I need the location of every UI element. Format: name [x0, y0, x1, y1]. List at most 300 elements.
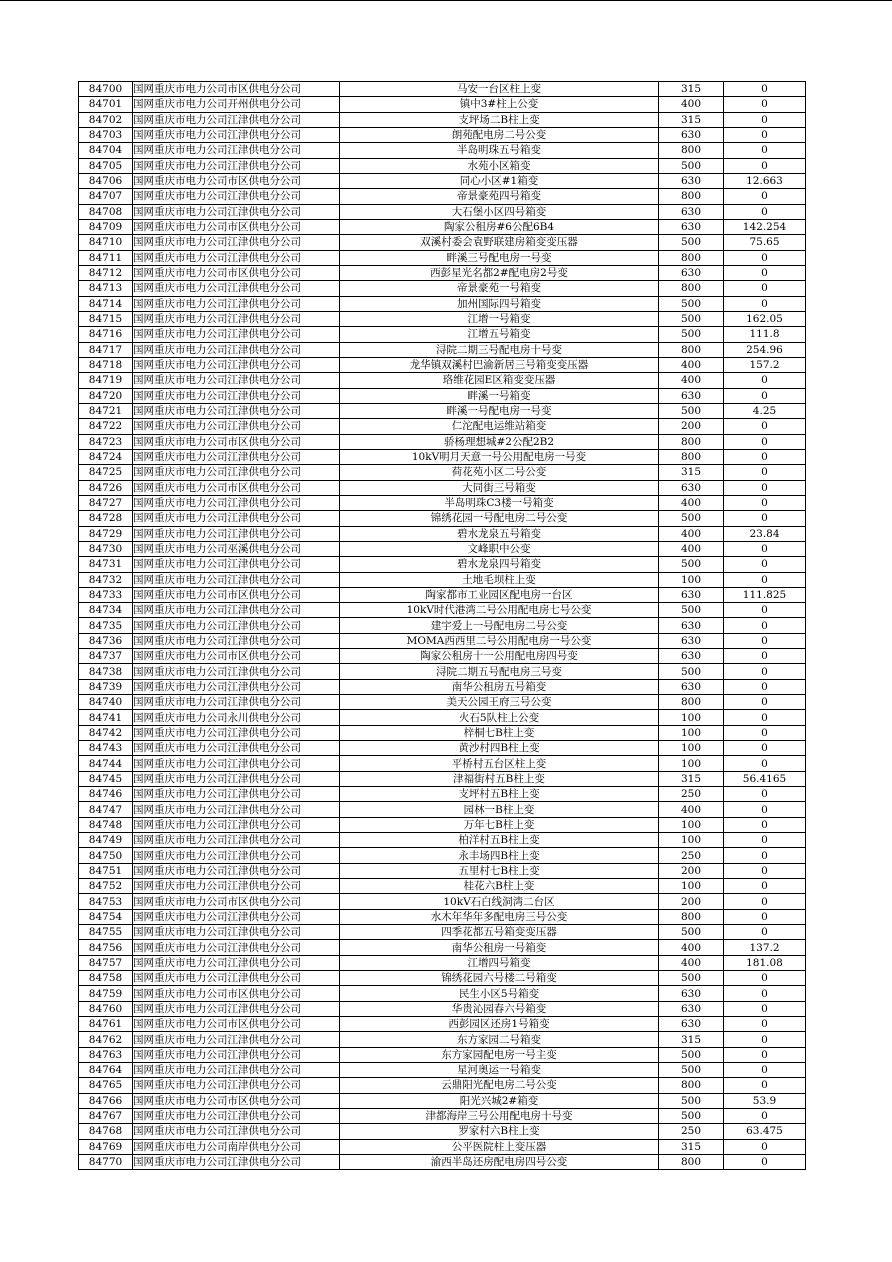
- capacity-cell: 100: [659, 725, 724, 740]
- table-row: [79, 511, 806, 526]
- value-cell: 0: [724, 603, 806, 618]
- value-cell: 0: [724, 848, 806, 863]
- row-id-cell: 84722: [79, 419, 133, 434]
- company-cell: 国网重庆市电力公司江津供电分公司: [133, 955, 340, 970]
- value-cell: 0: [724, 419, 806, 434]
- company-cell: 国网重庆市电力公司江津供电分公司: [133, 771, 340, 786]
- company-cell: 国网重庆市电力公司江津供电分公司: [133, 817, 340, 832]
- table-row: [79, 741, 806, 756]
- company-cell: 国网重庆市电力公司南岸供电分公司: [133, 1139, 340, 1154]
- capacity-cell: 200: [659, 419, 724, 434]
- capacity-cell: 800: [659, 434, 724, 449]
- company-cell: 国网重庆市电力公司市区供电分公司: [133, 649, 340, 664]
- value-cell: 142.254: [724, 219, 806, 234]
- station-name-cell: 西彭园区还房1号箱变: [340, 1017, 659, 1032]
- station-name-cell: 水木年华年多配电房三号公变: [340, 909, 659, 924]
- table-row: [79, 112, 806, 127]
- station-name-cell: 同心小区#1箱变: [340, 173, 659, 188]
- table-row: [79, 158, 806, 173]
- row-id-cell: 84721: [79, 403, 133, 418]
- value-cell: 0: [724, 741, 806, 756]
- value-cell: 0: [724, 373, 806, 388]
- company-cell: 国网重庆市电力公司江津供电分公司: [133, 1047, 340, 1062]
- transformer-table: [78, 81, 806, 1170]
- company-cell: 国网重庆市电力公司江津供电分公司: [133, 235, 340, 250]
- company-cell: 国网重庆市电力公司江津供电分公司: [133, 526, 340, 541]
- station-name-cell: 公平医院柱上变压器: [340, 1139, 659, 1154]
- capacity-cell: 630: [659, 649, 724, 664]
- company-cell: 国网重庆市电力公司江津供电分公司: [133, 802, 340, 817]
- company-cell: 国网重庆市电力公司江津供电分公司: [133, 204, 340, 219]
- value-cell: 0: [724, 1154, 806, 1169]
- station-name-cell: 美天公园王府三号公变: [340, 695, 659, 710]
- table-row: [79, 848, 806, 863]
- company-cell: 国网重庆市电力公司江津供电分公司: [133, 1108, 340, 1123]
- capacity-cell: 315: [659, 771, 724, 786]
- table-row: [79, 909, 806, 924]
- row-id-cell: 84719: [79, 373, 133, 388]
- station-name-cell: 梓桐七B柱上变: [340, 725, 659, 740]
- value-cell: 0: [724, 894, 806, 909]
- capacity-cell: 100: [659, 572, 724, 587]
- table-row: [79, 1078, 806, 1093]
- value-cell: 0: [724, 1078, 806, 1093]
- row-id-cell: 84755: [79, 925, 133, 940]
- row-id-cell: 84745: [79, 771, 133, 786]
- value-cell: 0: [724, 1001, 806, 1016]
- station-name-cell: 半岛明珠C3楼一号箱变: [340, 495, 659, 510]
- value-cell: 0: [724, 833, 806, 848]
- row-id-cell: 84700: [79, 82, 133, 97]
- station-name-cell: 华贵沁园春六号箱变: [340, 1001, 659, 1016]
- station-name-cell: 骄杨理想城#2公配2B2: [340, 434, 659, 449]
- company-cell: 国网重庆市电力公司永川供电分公司: [133, 710, 340, 725]
- company-cell: 国网重庆市电力公司江津供电分公司: [133, 342, 340, 357]
- row-id-cell: 84746: [79, 787, 133, 802]
- table-row: [79, 250, 806, 265]
- company-cell: 国网重庆市电力公司江津供电分公司: [133, 388, 340, 403]
- station-name-cell: 万年七B柱上变: [340, 817, 659, 832]
- table-row: [79, 281, 806, 296]
- company-cell: 国网重庆市电力公司江津供电分公司: [133, 311, 340, 326]
- value-cell: 0: [724, 480, 806, 495]
- table-row: [79, 495, 806, 510]
- value-cell: 0: [724, 695, 806, 710]
- table-row: [79, 526, 806, 541]
- capacity-cell: 800: [659, 189, 724, 204]
- company-cell: 国网重庆市电力公司市区供电分公司: [133, 82, 340, 97]
- value-cell: 0: [724, 557, 806, 572]
- row-id-cell: 84749: [79, 833, 133, 848]
- station-name-cell: 10kV石白线洞湾二台区: [340, 894, 659, 909]
- station-name-cell: 朗苑配电房二号公变: [340, 127, 659, 142]
- capacity-cell: 500: [659, 603, 724, 618]
- capacity-cell: 500: [659, 235, 724, 250]
- value-cell: 0: [724, 541, 806, 556]
- row-id-cell: 84720: [79, 388, 133, 403]
- capacity-cell: 250: [659, 787, 724, 802]
- row-id-cell: 84713: [79, 281, 133, 296]
- company-cell: 国网重庆市电力公司江津供电分公司: [133, 1063, 340, 1078]
- value-cell: 0: [724, 971, 806, 986]
- value-cell: 0: [724, 388, 806, 403]
- station-name-cell: 星河奥运一号箱变: [340, 1063, 659, 1078]
- capacity-cell: 100: [659, 710, 724, 725]
- row-id-cell: 84710: [79, 235, 133, 250]
- value-cell: 0: [724, 787, 806, 802]
- table-row: [79, 695, 806, 710]
- station-name-cell: 帝景豪苑一号箱变: [340, 281, 659, 296]
- row-id-cell: 84718: [79, 357, 133, 372]
- company-cell: 国网重庆市电力公司市区供电分公司: [133, 219, 340, 234]
- table-row: [79, 189, 806, 204]
- capacity-cell: 100: [659, 817, 724, 832]
- row-id-cell: 84768: [79, 1124, 133, 1139]
- value-cell: 0: [724, 143, 806, 158]
- table-row: [79, 679, 806, 694]
- row-id-cell: 84753: [79, 894, 133, 909]
- company-cell: 国网重庆市电力公司江津供电分公司: [133, 327, 340, 342]
- row-id-cell: 84706: [79, 173, 133, 188]
- row-id-cell: 84715: [79, 311, 133, 326]
- value-cell: 111.8: [724, 327, 806, 342]
- capacity-cell: 400: [659, 541, 724, 556]
- table-row: [79, 204, 806, 219]
- company-cell: 国网重庆市电力公司江津供电分公司: [133, 572, 340, 587]
- capacity-cell: 500: [659, 327, 724, 342]
- capacity-cell: 400: [659, 955, 724, 970]
- table-row: [79, 1124, 806, 1139]
- company-cell: 国网重庆市电力公司市区供电分公司: [133, 986, 340, 1001]
- row-id-cell: 84704: [79, 143, 133, 158]
- capacity-cell: 630: [659, 204, 724, 219]
- table-row: [79, 557, 806, 572]
- table-row: [79, 725, 806, 740]
- capacity-cell: 630: [659, 587, 724, 602]
- table-row: [79, 327, 806, 342]
- company-cell: 国网重庆市电力公司江津供电分公司: [133, 357, 340, 372]
- table-row: [79, 342, 806, 357]
- capacity-cell: 315: [659, 82, 724, 97]
- table-row: [79, 833, 806, 848]
- row-id-cell: 84756: [79, 940, 133, 955]
- capacity-cell: 500: [659, 1047, 724, 1062]
- capacity-cell: 630: [659, 388, 724, 403]
- value-cell: 0: [724, 465, 806, 480]
- company-cell: 国网重庆市电力公司江津供电分公司: [133, 127, 340, 142]
- company-cell: 国网重庆市电力公司江津供电分公司: [133, 296, 340, 311]
- row-id-cell: 84730: [79, 541, 133, 556]
- table-row: [79, 1093, 806, 1108]
- table-row: [79, 664, 806, 679]
- company-cell: 国网重庆市电力公司江津供电分公司: [133, 1124, 340, 1139]
- page-top-rule: [0, 0, 892, 1]
- row-id-cell: 84762: [79, 1032, 133, 1047]
- company-cell: 国网重庆市电力公司江津供电分公司: [133, 419, 340, 434]
- company-cell: 国网重庆市电力公司江津供电分公司: [133, 1078, 340, 1093]
- capacity-cell: 400: [659, 526, 724, 541]
- company-cell: 国网重庆市电力公司江津供电分公司: [133, 373, 340, 388]
- row-id-cell: 84739: [79, 679, 133, 694]
- row-id-cell: 84703: [79, 127, 133, 142]
- capacity-cell: 500: [659, 1093, 724, 1108]
- table-row: [79, 771, 806, 786]
- table-row: [79, 1032, 806, 1047]
- company-cell: 国网重庆市电力公司江津供电分公司: [133, 603, 340, 618]
- company-cell: 国网重庆市电力公司江津供电分公司: [133, 1032, 340, 1047]
- table-row: [79, 219, 806, 234]
- row-id-cell: 84733: [79, 587, 133, 602]
- capacity-cell: 100: [659, 833, 724, 848]
- company-cell: 国网重庆市电力公司巫溪供电分公司: [133, 541, 340, 556]
- capacity-cell: 200: [659, 894, 724, 909]
- company-cell: 国网重庆市电力公司江津供电分公司: [133, 879, 340, 894]
- table-body: [79, 82, 806, 1170]
- table-row: [79, 173, 806, 188]
- capacity-cell: 800: [659, 281, 724, 296]
- row-id-cell: 84742: [79, 725, 133, 740]
- capacity-cell: 630: [659, 679, 724, 694]
- row-id-cell: 84752: [79, 879, 133, 894]
- station-name-cell: 帝景豪苑四号箱变: [340, 189, 659, 204]
- capacity-cell: 800: [659, 250, 724, 265]
- row-id-cell: 84714: [79, 296, 133, 311]
- company-cell: 国网重庆市电力公司江津供电分公司: [133, 281, 340, 296]
- row-id-cell: 84764: [79, 1063, 133, 1078]
- value-cell: 0: [724, 633, 806, 648]
- station-name-cell: 陶家公租房十一公用配电房四号变: [340, 649, 659, 664]
- station-name-cell: 火石5队柱上公变: [340, 710, 659, 725]
- capacity-cell: 630: [659, 1001, 724, 1016]
- table-row: [79, 971, 806, 986]
- station-name-cell: 陶家都市工业园区配电房一台区: [340, 587, 659, 602]
- row-id-cell: 84723: [79, 434, 133, 449]
- row-id-cell: 84705: [79, 158, 133, 173]
- row-id-cell: 84716: [79, 327, 133, 342]
- capacity-cell: 500: [659, 296, 724, 311]
- station-name-cell: 黄沙村四B柱上变: [340, 741, 659, 756]
- table-row: [79, 1001, 806, 1016]
- capacity-cell: 400: [659, 802, 724, 817]
- value-cell: 0: [724, 710, 806, 725]
- capacity-cell: 250: [659, 1124, 724, 1139]
- station-name-cell: 双溪村委会袁野联建房箱变变压器: [340, 235, 659, 250]
- table-row: [79, 817, 806, 832]
- row-id-cell: 84701: [79, 97, 133, 112]
- value-cell: 0: [724, 863, 806, 878]
- row-id-cell: 84728: [79, 511, 133, 526]
- capacity-cell: 500: [659, 158, 724, 173]
- value-cell: 0: [724, 250, 806, 265]
- capacity-cell: 630: [659, 986, 724, 1001]
- company-cell: 国网重庆市电力公司江津供电分公司: [133, 741, 340, 756]
- table-row: [79, 649, 806, 664]
- company-cell: 国网重庆市电力公司市区供电分公司: [133, 265, 340, 280]
- row-id-cell: 84738: [79, 664, 133, 679]
- station-name-cell: 珞维花园E区箱变变压器: [340, 373, 659, 388]
- value-cell: 4.25: [724, 403, 806, 418]
- station-name-cell: 畔溪一号配电房一号变: [340, 403, 659, 418]
- row-id-cell: 84769: [79, 1139, 133, 1154]
- capacity-cell: 800: [659, 143, 724, 158]
- capacity-cell: 400: [659, 495, 724, 510]
- capacity-cell: 400: [659, 940, 724, 955]
- capacity-cell: 400: [659, 357, 724, 372]
- row-id-cell: 84754: [79, 909, 133, 924]
- table-row: [79, 82, 806, 97]
- station-name-cell: 南华公租房五号箱变: [340, 679, 659, 694]
- company-cell: 国网重庆市电力公司江津供电分公司: [133, 250, 340, 265]
- table-row: [79, 787, 806, 802]
- station-name-cell: 锦绣花园六号楼二号箱变: [340, 971, 659, 986]
- table-row: [79, 986, 806, 1001]
- row-id-cell: 84731: [79, 557, 133, 572]
- company-cell: 国网重庆市电力公司江津供电分公司: [133, 557, 340, 572]
- company-cell: 国网重庆市电力公司江津供电分公司: [133, 189, 340, 204]
- company-cell: 国网重庆市电力公司市区供电分公司: [133, 894, 340, 909]
- value-cell: 63.475: [724, 1124, 806, 1139]
- row-id-cell: 84767: [79, 1108, 133, 1123]
- table-row: [79, 710, 806, 725]
- value-cell: 0: [724, 265, 806, 280]
- value-cell: 56.4165: [724, 771, 806, 786]
- row-id-cell: 84759: [79, 986, 133, 1001]
- company-cell: 国网重庆市电力公司市区供电分公司: [133, 434, 340, 449]
- station-name-cell: 南华公租房一号箱变: [340, 940, 659, 955]
- company-cell: 国网重庆市电力公司江津供电分公司: [133, 925, 340, 940]
- station-name-cell: 东方家园配电房一号主变: [340, 1047, 659, 1062]
- company-cell: 国网重庆市电力公司江津供电分公司: [133, 725, 340, 740]
- value-cell: 162.05: [724, 311, 806, 326]
- station-name-cell: 10kV时代港湾二号公用配电房七号公变: [340, 603, 659, 618]
- company-cell: 国网重庆市电力公司江津供电分公司: [133, 465, 340, 480]
- row-id-cell: 84751: [79, 863, 133, 878]
- table-row: [79, 235, 806, 250]
- station-name-cell: 马安一台区柱上变: [340, 82, 659, 97]
- station-name-cell: 江增一号箱变: [340, 311, 659, 326]
- table-row: [79, 1139, 806, 1154]
- company-cell: 国网重庆市电力公司江津供电分公司: [133, 695, 340, 710]
- value-cell: 0: [724, 281, 806, 296]
- value-cell: 0: [724, 1063, 806, 1078]
- value-cell: 0: [724, 802, 806, 817]
- capacity-cell: 800: [659, 449, 724, 464]
- capacity-cell: 100: [659, 756, 724, 771]
- station-name-cell: 10kV明月天意一号公用配电房一号变: [340, 449, 659, 464]
- station-name-cell: 碧水龙泉五号箱变: [340, 526, 659, 541]
- value-cell: 0: [724, 572, 806, 587]
- company-cell: 国网重庆市电力公司江津供电分公司: [133, 1001, 340, 1016]
- row-id-cell: 84707: [79, 189, 133, 204]
- capacity-cell: 500: [659, 311, 724, 326]
- row-id-cell: 84758: [79, 971, 133, 986]
- station-name-cell: 荷花苑小区二号公变: [340, 465, 659, 480]
- row-id-cell: 84750: [79, 848, 133, 863]
- table-row: [79, 618, 806, 633]
- row-id-cell: 84740: [79, 695, 133, 710]
- row-id-cell: 84734: [79, 603, 133, 618]
- company-cell: 国网重庆市电力公司市区供电分公司: [133, 1093, 340, 1108]
- value-cell: 157.2: [724, 357, 806, 372]
- table-row: [79, 633, 806, 648]
- table-row: [79, 419, 806, 434]
- row-id-cell: 84727: [79, 495, 133, 510]
- value-cell: 75.65: [724, 235, 806, 250]
- row-id-cell: 84735: [79, 618, 133, 633]
- row-id-cell: 84737: [79, 649, 133, 664]
- company-cell: 国网重庆市电力公司江津供电分公司: [133, 848, 340, 863]
- value-cell: 0: [724, 879, 806, 894]
- table-row: [79, 541, 806, 556]
- row-id-cell: 84741: [79, 710, 133, 725]
- company-cell: 国网重庆市电力公司江津供电分公司: [133, 449, 340, 464]
- value-cell: 0: [724, 434, 806, 449]
- row-id-cell: 84766: [79, 1093, 133, 1108]
- capacity-cell: 630: [659, 480, 724, 495]
- company-cell: 国网重庆市电力公司江津供电分公司: [133, 495, 340, 510]
- row-id-cell: 84748: [79, 817, 133, 832]
- station-name-cell: 支坪场二B柱上变: [340, 112, 659, 127]
- station-name-cell: 园林一B柱上变: [340, 802, 659, 817]
- value-cell: 23.84: [724, 526, 806, 541]
- capacity-cell: 630: [659, 265, 724, 280]
- value-cell: 53.9: [724, 1093, 806, 1108]
- value-cell: 254.96: [724, 342, 806, 357]
- row-id-cell: 84712: [79, 265, 133, 280]
- station-name-cell: 建宇爱上一号配电房二号公变: [340, 618, 659, 633]
- row-id-cell: 84763: [79, 1047, 133, 1062]
- capacity-cell: 800: [659, 909, 724, 924]
- company-cell: 国网重庆市电力公司江津供电分公司: [133, 679, 340, 694]
- capacity-cell: 500: [659, 511, 724, 526]
- capacity-cell: 400: [659, 97, 724, 112]
- capacity-cell: 630: [659, 1017, 724, 1032]
- station-name-cell: 陶家公租房#6公配6B4: [340, 219, 659, 234]
- table-row: [79, 1108, 806, 1123]
- company-cell: 国网重庆市电力公司江津供电分公司: [133, 1154, 340, 1169]
- table-row: [79, 403, 806, 418]
- value-cell: 0: [724, 1047, 806, 1062]
- company-cell: 国网重庆市电力公司江津供电分公司: [133, 143, 340, 158]
- value-cell: 0: [724, 649, 806, 664]
- station-name-cell: 浔院二期五号配电房三号变: [340, 664, 659, 679]
- table-row: [79, 1017, 806, 1032]
- value-cell: 0: [724, 204, 806, 219]
- table-row: [79, 894, 806, 909]
- station-name-cell: 四季花都五号箱变变压器: [340, 925, 659, 940]
- station-name-cell: 津都海岸三号公用配电房十号变: [340, 1108, 659, 1123]
- capacity-cell: 400: [659, 373, 724, 388]
- value-cell: 0: [724, 296, 806, 311]
- station-name-cell: 平桥村五台区柱上变: [340, 756, 659, 771]
- station-name-cell: 罗家村六B柱上变: [340, 1124, 659, 1139]
- value-cell: 137.2: [724, 940, 806, 955]
- value-cell: 0: [724, 97, 806, 112]
- table-row: [79, 925, 806, 940]
- station-name-cell: 镇中3#柱上公变: [340, 97, 659, 112]
- row-id-cell: 84760: [79, 1001, 133, 1016]
- station-name-cell: 龙华镇双溪村巴渝新居三号箱变变压器: [340, 357, 659, 372]
- value-cell: 0: [724, 495, 806, 510]
- company-cell: 国网重庆市电力公司江津供电分公司: [133, 909, 340, 924]
- station-name-cell: MOMA西西里二号公用配电房一号公变: [340, 633, 659, 648]
- row-id-cell: 84711: [79, 250, 133, 265]
- station-name-cell: 大石堡小区四号箱变: [340, 204, 659, 219]
- station-name-cell: 云鼎阳光配电房二号公变: [340, 1078, 659, 1093]
- row-id-cell: 84736: [79, 633, 133, 648]
- capacity-cell: 800: [659, 1154, 724, 1169]
- value-cell: 0: [724, 1017, 806, 1032]
